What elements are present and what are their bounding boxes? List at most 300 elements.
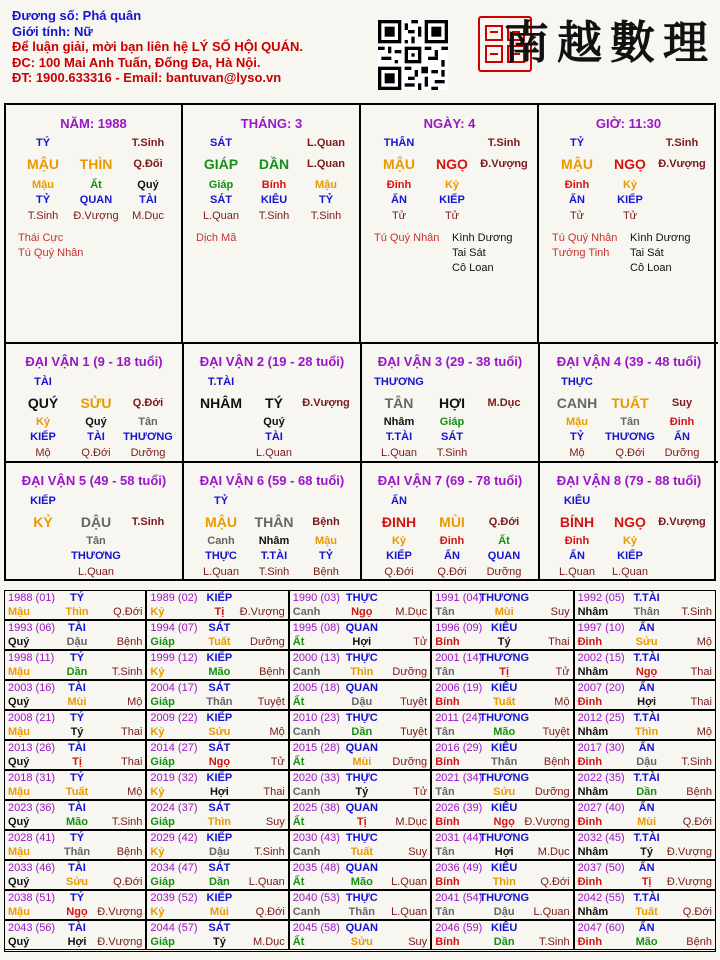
year-cell[interactable] [289, 590, 431, 620]
year-cell[interactable] [431, 650, 573, 680]
ten-god-top-left: TÝ [35, 137, 51, 149]
year-cell[interactable] [4, 590, 146, 620]
year-cell[interactable] [146, 680, 288, 710]
year-stage: Tử [555, 666, 570, 678]
year-cell[interactable] [146, 590, 288, 620]
heavenly-stem: MẬU [383, 156, 415, 172]
year-ten-god: SÁT [208, 862, 231, 874]
year-stem: Quý [8, 816, 30, 828]
year-ten-god: THƯƠNG [479, 652, 530, 664]
heavenly-stem: CANH [556, 395, 598, 411]
hidden-god-2: KIẾP [617, 194, 643, 206]
branch-stage: Bệnh [312, 516, 340, 528]
year-cell[interactable] [4, 650, 146, 680]
year-ten-god: QUAN [345, 922, 378, 934]
year-cell[interactable] [289, 710, 431, 740]
year-stage: Dưỡng [250, 636, 285, 648]
year-label: 1993 (06) [8, 622, 56, 634]
ten-god-top: T.TÀI [207, 376, 235, 388]
hidden-stage-3: T.Sinh [310, 210, 342, 222]
hidden-god-3: ẤN [674, 431, 690, 443]
year-cell[interactable] [574, 620, 716, 650]
earthly-branch: SỬU [80, 395, 112, 411]
year-stage: M.Dục [395, 816, 428, 828]
year-label: 2046 (59) [435, 922, 483, 934]
hidden-stage-1: Mộ [35, 447, 51, 459]
year-cell[interactable] [574, 860, 716, 890]
year-stem: Mậu [8, 726, 30, 738]
year-stem: Giáp [150, 876, 175, 888]
year-cell[interactable] [431, 860, 573, 890]
year-label: 2030 (43) [292, 832, 340, 844]
year-cell[interactable] [146, 920, 288, 950]
year-cell[interactable] [4, 920, 146, 950]
hidden-stage-2: Tử [444, 210, 460, 222]
year-stage: Đ.Vượng [666, 846, 712, 858]
ten-god-top-left: SÁT [210, 137, 232, 149]
year-stem: Tân [435, 606, 455, 618]
hidden-stage-2: L.Quan [611, 566, 649, 578]
year-cell[interactable] [431, 710, 573, 740]
year-ten-god: KIÊU [491, 682, 518, 694]
heavenly-stem: QUÝ [27, 395, 59, 411]
year-ten-god: ẤN [638, 802, 655, 814]
year-label: 1992 (05) [577, 592, 625, 604]
year-branch: Mão [493, 726, 516, 738]
year-stem: Kỷ [150, 606, 165, 618]
year-stem: Bính [435, 936, 460, 948]
year-ten-god: THỰC [345, 832, 378, 844]
dai-van-body [540, 344, 717, 463]
year-cell[interactable] [289, 740, 431, 770]
year-cell[interactable] [431, 920, 573, 950]
year-label: 2018 (31) [8, 772, 56, 784]
year-ten-god: KIẾP [206, 892, 233, 904]
year-stage: Q.Đới [113, 876, 143, 888]
ten-god-top: KIÊU [563, 495, 591, 507]
hidden-god-1: SÁT [210, 194, 232, 206]
star-left: Tướng Tinh [552, 247, 610, 259]
year-label: 2040 (53) [292, 892, 340, 904]
year-branch: Thìn [634, 726, 659, 738]
year-label: 2016 (29) [435, 742, 483, 754]
year-cell[interactable] [431, 770, 573, 800]
year-branch: Tý [70, 726, 84, 738]
year-cell[interactable] [4, 710, 146, 740]
heavenly-stem: NHÂM [200, 395, 242, 411]
hidden-stage-1: Tử [391, 210, 407, 222]
hidden-stem-1: Đinh [564, 535, 590, 547]
year-branch: Thìn [207, 816, 231, 828]
year-stem: Kỷ [150, 666, 165, 678]
year-stem: Giáp [150, 936, 175, 948]
year-cell[interactable] [431, 590, 573, 620]
year-label: 2010 (23) [292, 712, 340, 724]
year-stage: Bệnh [259, 666, 285, 678]
year-label: 2045 (58) [292, 922, 340, 934]
year-ten-god: QUAN [345, 682, 378, 694]
year-stage: Dưỡng [392, 666, 428, 678]
year-label: 1988 (01) [8, 592, 56, 604]
hidden-stem-1: Kỷ [35, 416, 51, 428]
year-branch: Dần [636, 786, 657, 798]
year-ten-god: TÀI [68, 682, 86, 694]
year-branch: Ngọ [208, 756, 231, 768]
year-cell[interactable] [574, 590, 716, 620]
contact-line: Để luận giải, mời bạn liên hệ LÝ SỐ HỘI QUÁN. [12, 39, 303, 54]
year-label: 2027 (40) [577, 802, 625, 814]
stage-top-right: T.Sinh [131, 137, 165, 149]
year-cell[interactable] [574, 830, 716, 860]
year-cell[interactable] [4, 740, 146, 770]
star-right: Tai Sát [452, 247, 486, 259]
year-ten-god: SÁT [208, 922, 231, 934]
year-stage: M.Dục [395, 606, 428, 618]
year-branch: Tuất [208, 636, 231, 648]
year-stem: Nhâm [577, 726, 609, 738]
hidden-stage-3: Bệnh [313, 566, 339, 578]
year-ten-god: THƯƠNG [479, 892, 530, 904]
earthly-branch: MÙI [439, 514, 465, 530]
year-label: 2047 (60) [577, 922, 625, 934]
year-label: 1996 (09) [435, 622, 483, 634]
year-cell[interactable] [146, 800, 288, 830]
hidden-stem-1: Giáp [208, 179, 234, 191]
year-stem: Canh [292, 606, 321, 618]
year-stage: Mộ [554, 696, 570, 708]
logo-text: 南越數理 [504, 16, 717, 69]
year-ten-god: THỰC [345, 652, 378, 664]
heavenly-stem: KỶ [33, 514, 53, 530]
ten-god-top: TÀI [34, 376, 52, 388]
year-label: 1989 (02) [150, 592, 198, 604]
dai-van-body [6, 344, 183, 463]
year-cell[interactable] [574, 890, 716, 920]
year-cell[interactable] [289, 890, 431, 920]
year-cell[interactable] [574, 800, 716, 830]
year-cell[interactable] [289, 800, 431, 830]
year-cell[interactable] [574, 740, 716, 770]
dai-van-title: ĐẠI VẬN 7 (69 - 78 tuổi) [377, 473, 523, 488]
year-label: 2004 (17) [150, 682, 198, 694]
year-label: 1999 (12) [150, 652, 198, 664]
hidden-stage-2: T.Sinh [436, 447, 468, 459]
hidden-stage-3: Dưỡng [486, 566, 522, 578]
year-stem: Tân [435, 786, 455, 798]
year-cell[interactable] [431, 800, 573, 830]
year-label: 2002 (15) [577, 652, 625, 664]
year-label: 2033 (46) [8, 862, 56, 874]
year-stem: Quý [8, 876, 30, 888]
year-stage: T.Sinh [681, 756, 712, 768]
hidden-stage-3: M.Dục [132, 210, 164, 222]
year-cell[interactable] [4, 860, 146, 890]
star-left: Tú Quý Nhân [552, 232, 618, 244]
heavenly-stem: GIÁP [203, 156, 239, 172]
year-branch: Mão [635, 936, 658, 948]
year-cell[interactable] [4, 770, 146, 800]
branch-stage: Đ.Vượng [480, 158, 528, 170]
year-branch: Sửu [208, 726, 231, 738]
year-label: 1990 (03) [292, 592, 340, 604]
year-ten-god: KIÊU [491, 742, 518, 754]
year-ten-god: KIẾP [206, 712, 233, 724]
heavenly-stem: MẬU [205, 514, 237, 530]
branch-stage: Suy [671, 397, 693, 409]
pillar-body [6, 105, 183, 344]
year-label: 1998 (11) [8, 652, 55, 664]
hidden-stage-3: Dưỡng [664, 447, 700, 459]
hidden-god-2: ẤN [444, 550, 460, 562]
year-cell[interactable] [4, 800, 146, 830]
year-cell[interactable] [431, 620, 573, 650]
pillar-title: THÁNG: 3 [240, 116, 303, 131]
star-left: Tú Quý Nhân [18, 247, 84, 259]
earthly-branch: TUẤT [611, 395, 649, 411]
year-ten-god: KIẾP [206, 592, 233, 604]
year-branch: Ngọ [635, 666, 658, 678]
year-stage: Q.Đới [255, 906, 285, 918]
hidden-stem-2: Quý [263, 416, 285, 428]
year-stage: Dưỡng [534, 786, 570, 798]
year-stage: Dưỡng [392, 756, 428, 768]
year-stage: Thai [120, 756, 143, 768]
hidden-god-2: THƯƠNG [605, 431, 655, 443]
pillar-3 [362, 105, 539, 344]
year-ten-god: TÀI [68, 802, 86, 814]
year-label: 1991 (04) [435, 592, 483, 604]
year-cell[interactable] [574, 710, 716, 740]
star-right: Kình Dương [452, 232, 513, 244]
dai-van-title: ĐẠI VẬN 3 (29 - 38 tuổi) [377, 354, 523, 369]
year-label: 2028 (41) [8, 832, 56, 844]
branch-stage: Đ.Vượng [302, 397, 350, 409]
year-cell[interactable] [574, 650, 716, 680]
year-cell[interactable] [289, 650, 431, 680]
hidden-stem-1: Đinh [564, 179, 590, 191]
year-branch: Tý [640, 846, 654, 858]
year-ten-god: ẤN [638, 682, 655, 694]
year-stage: Q.Đới [682, 816, 712, 828]
year-label: 2025 (38) [292, 802, 340, 814]
qr-code-icon[interactable] [378, 20, 448, 90]
year-label: 2013 (26) [8, 742, 56, 754]
year-label: 2043 (56) [8, 922, 56, 934]
hidden-stem-3: Mậu [315, 179, 337, 191]
year-cell[interactable] [574, 770, 716, 800]
year-ten-god: THỰC [345, 892, 378, 904]
hidden-stem-2: Đinh [439, 535, 465, 547]
year-stem: Đinh [577, 696, 603, 708]
branch-stage: T.Sinh [131, 516, 165, 528]
hidden-stage-1: L.Quan [202, 566, 240, 578]
year-label: 2019 (32) [150, 772, 198, 784]
year-stage: Tử [413, 636, 428, 648]
year-ten-god: QUAN [345, 862, 378, 874]
year-cell[interactable] [431, 680, 573, 710]
year-stem: Kỷ [150, 846, 165, 858]
hidden-stage-2: Tử [622, 210, 638, 222]
year-cell[interactable] [146, 890, 288, 920]
year-stem: Tân [435, 666, 455, 678]
year-cell[interactable] [289, 830, 431, 860]
year-cell[interactable] [431, 890, 573, 920]
owner-line: Đương số: Phá quân [12, 8, 142, 23]
pillar-title: GIỜ: 11:30 [595, 116, 662, 131]
hidden-god-2: KIÊU [260, 194, 288, 206]
hidden-god-1: ẤN [391, 194, 407, 206]
year-label: 2038 (51) [8, 892, 56, 904]
year-label: 2000 (13) [292, 652, 340, 664]
year-branch: Hợi [494, 846, 514, 858]
year-stage: Bệnh [686, 936, 712, 948]
year-stem: Canh [292, 726, 321, 738]
year-cell[interactable] [146, 860, 288, 890]
year-label: 2022 (35) [577, 772, 625, 784]
year-label: 2011 (24) [435, 712, 482, 724]
year-ten-god: TÝ [69, 832, 85, 844]
year-cell[interactable] [431, 830, 573, 860]
year-cell[interactable] [431, 740, 573, 770]
year-ten-god: ẤN [638, 742, 655, 754]
year-label: 2034 (47) [150, 862, 198, 874]
year-stage: T.Sinh [539, 936, 570, 948]
year-cell[interactable] [289, 680, 431, 710]
dai-van-8 [540, 461, 718, 580]
year-ten-god: THƯƠNG [479, 772, 530, 784]
year-branch: Mùi [494, 606, 514, 618]
year-branch: Ngọ [66, 906, 88, 918]
year-ten-god: SÁT [208, 682, 231, 694]
year-stage: Tuyệt [400, 696, 428, 708]
year-cell[interactable] [574, 680, 716, 710]
hidden-stem-1: Đinh [386, 179, 412, 191]
dai-van-7 [362, 461, 540, 580]
hidden-god-1: ẤN [569, 194, 585, 206]
year-branch: Sửu [350, 936, 373, 948]
year-stage: T.Sinh [111, 666, 143, 678]
hidden-god-1: THỰC [205, 550, 237, 562]
year-stem: Bính [435, 696, 460, 708]
year-branch: Tị [356, 816, 367, 828]
year-cell[interactable] [146, 830, 288, 860]
phone-email-line[interactable]: ĐT: 1900.633316 - Email: bantuvan@lyso.vn [12, 70, 282, 85]
year-cell[interactable] [289, 920, 431, 950]
year-label: 2003 (16) [8, 682, 56, 694]
hidden-god-1: ẤN [569, 550, 585, 562]
year-branch: Tị [72, 756, 82, 768]
branch-stage: Đ.Vượng [658, 516, 706, 528]
year-label: 2032 (45) [577, 832, 625, 844]
year-branch: Dậu [209, 846, 230, 858]
year-label: 1997 (10) [577, 622, 625, 634]
pillar-2 [184, 105, 361, 344]
ten-god-top-left: THÂN [383, 137, 415, 149]
hidden-stage-2: Q.Đới [81, 447, 111, 459]
dai-van-body [362, 463, 539, 582]
year-stage: Đ.Vượng [666, 876, 712, 888]
hidden-stage-2: Q.Đới [615, 447, 645, 459]
year-stage: L.Quan [391, 906, 428, 918]
hidden-stem-1: Mậu [566, 416, 588, 428]
year-ten-god: KIẾP [206, 772, 233, 784]
hidden-god-3: TỶ [318, 194, 334, 206]
hidden-god-2: TÀI [87, 431, 105, 443]
year-branch: Sửu [493, 786, 516, 798]
year-stem: Ất [292, 636, 305, 648]
year-branch: Tuất [635, 906, 658, 918]
year-stem: Đinh [577, 636, 603, 648]
heavenly-stem: ĐINH [381, 514, 417, 530]
year-branch: Ngọ [351, 606, 373, 618]
year-stem: Đinh [577, 756, 603, 768]
year-branch: Tuất [350, 846, 373, 858]
year-ten-god: T.TÀI [633, 892, 660, 904]
year-stem: Ất [292, 876, 305, 888]
hidden-stem-3: Tân [138, 416, 158, 428]
year-label: 2009 (22) [150, 712, 198, 724]
year-stage: Suy [408, 846, 428, 858]
year-branch: Dần [209, 876, 230, 888]
year-cell[interactable] [574, 920, 716, 950]
year-cell[interactable] [146, 710, 288, 740]
branch-stage: M.Dục [487, 397, 521, 409]
ten-god-top: THỰC [561, 376, 593, 388]
earthly-branch: NGỌ [614, 156, 646, 172]
year-cell[interactable] [146, 620, 288, 650]
year-cell[interactable] [146, 650, 288, 680]
hidden-stage-3: Dưỡng [130, 447, 166, 459]
ten-god-top: TỶ [213, 495, 229, 507]
year-stage: Q.Đới [682, 906, 712, 918]
year-stage: Thai [263, 786, 285, 798]
ten-god-top: THƯƠNG [374, 376, 424, 388]
hidden-stem-3: Đinh [669, 416, 695, 428]
year-cell[interactable] [289, 620, 431, 650]
hidden-stage-2: Q.Đới [437, 566, 467, 578]
year-cell[interactable] [289, 860, 431, 890]
earthly-branch: TÝ [265, 395, 283, 411]
hidden-god-1: KIẾP [30, 431, 56, 443]
heavenly-stem: MẬU [27, 156, 59, 172]
year-ten-god: SÁT [208, 622, 231, 634]
hidden-stem-2: Kỷ [444, 179, 460, 191]
year-cell[interactable] [4, 620, 146, 650]
hidden-god-3: THƯƠNG [123, 431, 173, 443]
year-cell[interactable] [4, 830, 146, 860]
year-ten-god: THƯƠNG [479, 832, 530, 844]
year-ten-god: T.TÀI [633, 712, 660, 724]
year-branch: Tị [499, 666, 510, 678]
year-stem: Tân [435, 846, 455, 858]
hidden-stage-1: Tử [569, 210, 585, 222]
pillar-title: NĂM: 1988 [60, 116, 127, 131]
year-stem: Mậu [8, 606, 30, 618]
year-branch: Mùi [637, 816, 657, 828]
year-cell[interactable] [146, 740, 288, 770]
year-cell[interactable] [4, 890, 146, 920]
year-label: 2039 (52) [150, 892, 198, 904]
year-stage: Tuyệt [400, 726, 428, 738]
year-branch: Thìn [492, 876, 516, 888]
year-cell[interactable] [289, 770, 431, 800]
star-right: Cô Loan [452, 262, 494, 274]
hidden-stage-1: L.Quan [380, 447, 418, 459]
year-cell[interactable] [4, 680, 146, 710]
year-ten-god: SÁT [208, 802, 231, 814]
year-label: 2044 (57) [150, 922, 198, 934]
year-cell[interactable] [146, 770, 288, 800]
